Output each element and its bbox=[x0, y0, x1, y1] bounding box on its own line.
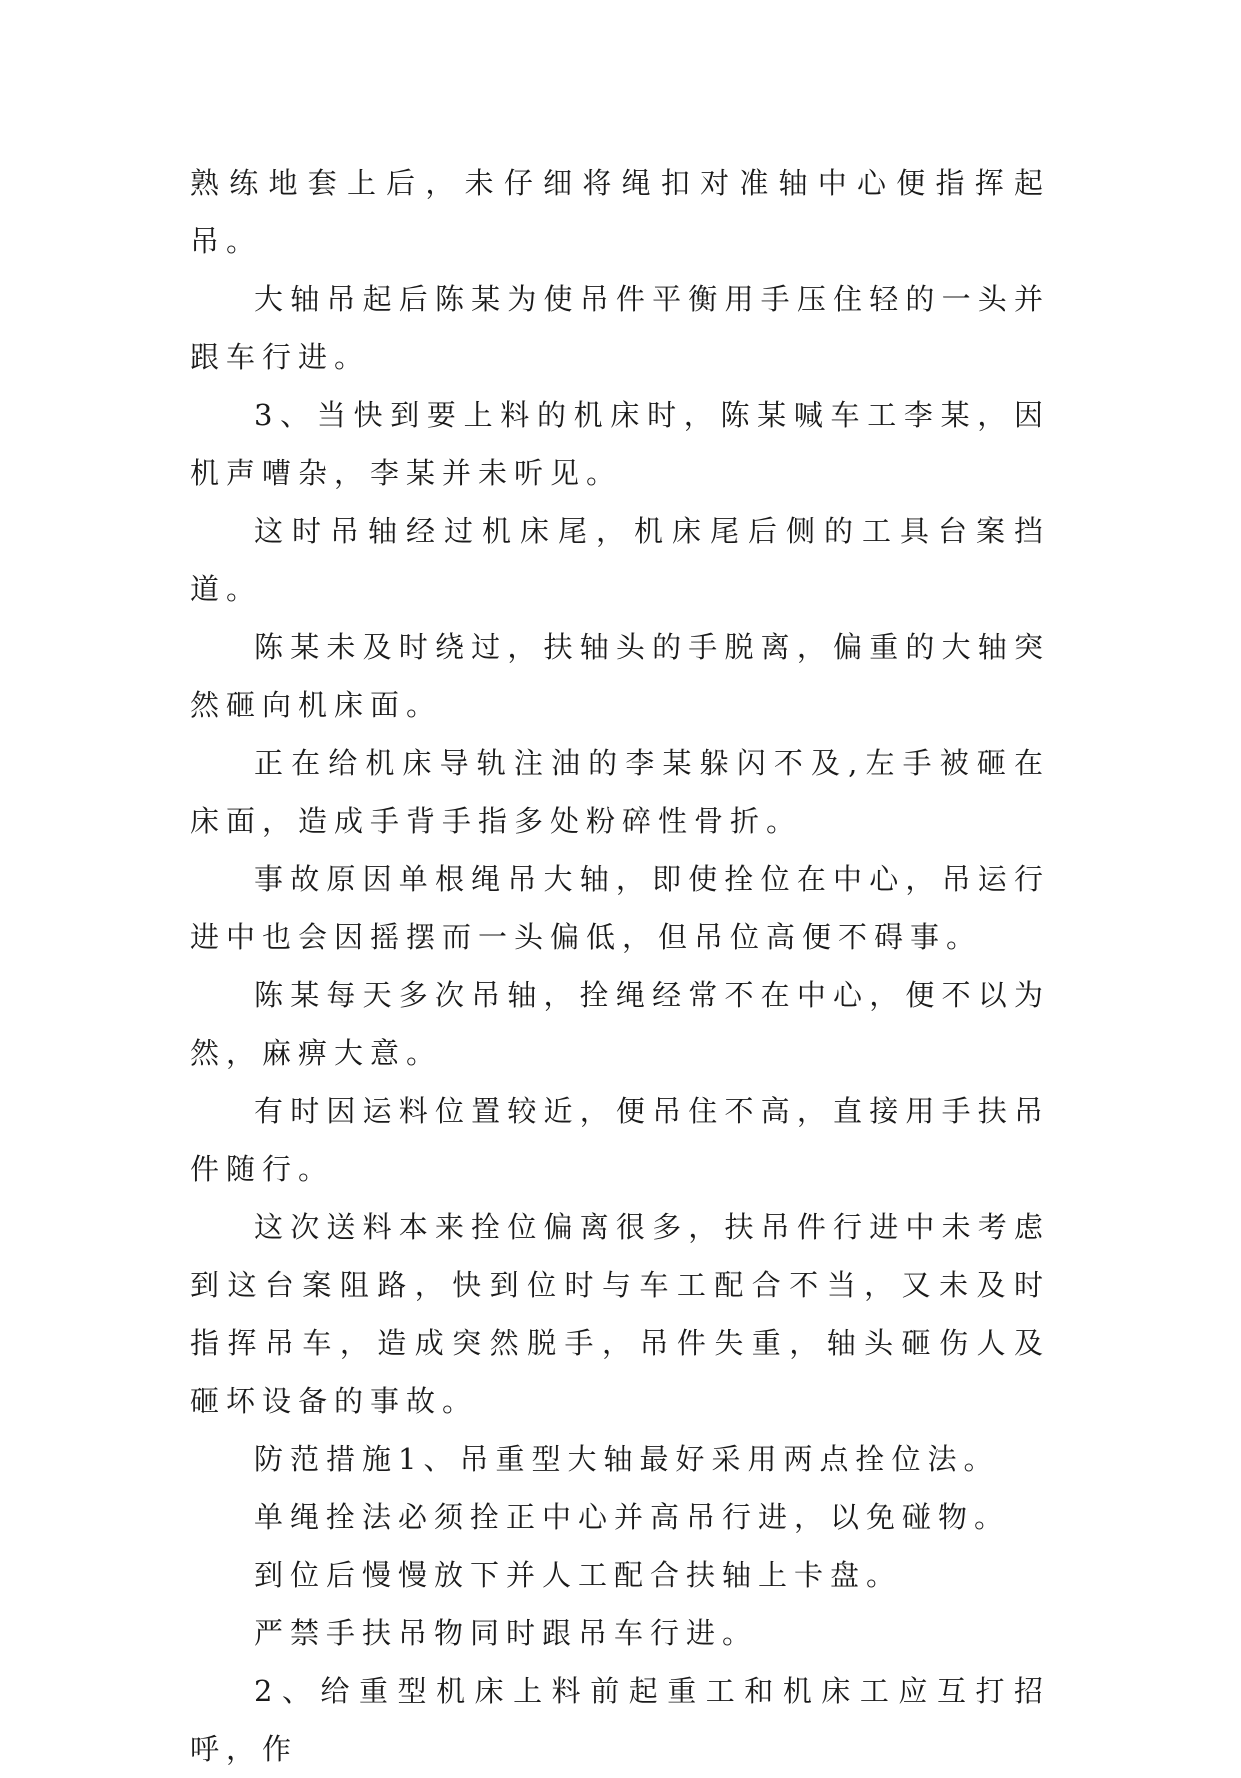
paragraph: 正在给机床导轨注油的李某躲闪不及,左手被砸在床面，造成手背手指多处粉碎性骨折。 bbox=[190, 746, 1050, 838]
paragraph: 单绳拴法必须拴正中心并高吊行进，以免碰物。 bbox=[254, 1500, 1011, 1534]
paragraph: 熟练地套上后，未仔细将绳扣对准轴中心便指挥起吊。 bbox=[190, 166, 1050, 258]
paragraph: 2、给重型机床上料前起重工和机床工应互打招呼，作 bbox=[190, 1674, 1050, 1766]
paragraph: 严禁手扶吊物同时跟吊车行进。 bbox=[254, 1616, 759, 1650]
paragraph: 这时吊轴经过机床尾，机床尾后侧的工具台案挡道。 bbox=[190, 514, 1050, 606]
paragraph: 这次送料本来拴位偏离很多，扶吊件行进中未考虑到这台案阻路，快到位时与车工配合不当，又未及时指挥吊车，造成突然脱手，吊件失重，轴头砸伤人及砸坏设备的事故。 bbox=[190, 1210, 1050, 1418]
paragraph: 防范措施1、吊重型大轴最好采用两点拴位法。 bbox=[254, 1442, 1000, 1476]
paragraph: 有时因运料位置较近，便吊住不高，直接用手扶吊件随行。 bbox=[190, 1094, 1050, 1186]
document-body bbox=[190, 154, 1050, 1778]
paragraph: 3、当快到要上料的机床时，陈某喊车工李某，因机声嘈杂，李某并未听见。 bbox=[190, 398, 1050, 490]
paragraph: 到位后慢慢放下并人工配合扶轴上卡盘。 bbox=[254, 1558, 903, 1592]
paragraph: 陈某每天多次吊轴，拴绳经常不在中心，便不以为然，麻痹大意。 bbox=[190, 978, 1050, 1070]
paragraph: 事故原因单根绳吊大轴，即使拴位在中心，吊运行进中也会因摇摆而一头偏低，但吊位高便不碍事。 bbox=[190, 862, 1050, 954]
paragraph: 大轴吊起后陈某为使吊件平衡用手压住轻的一头并跟车行进。 bbox=[190, 282, 1050, 374]
paragraph: 陈某未及时绕过，扶轴头的手脱离，偏重的大轴突然砸向机床面。 bbox=[190, 630, 1050, 722]
